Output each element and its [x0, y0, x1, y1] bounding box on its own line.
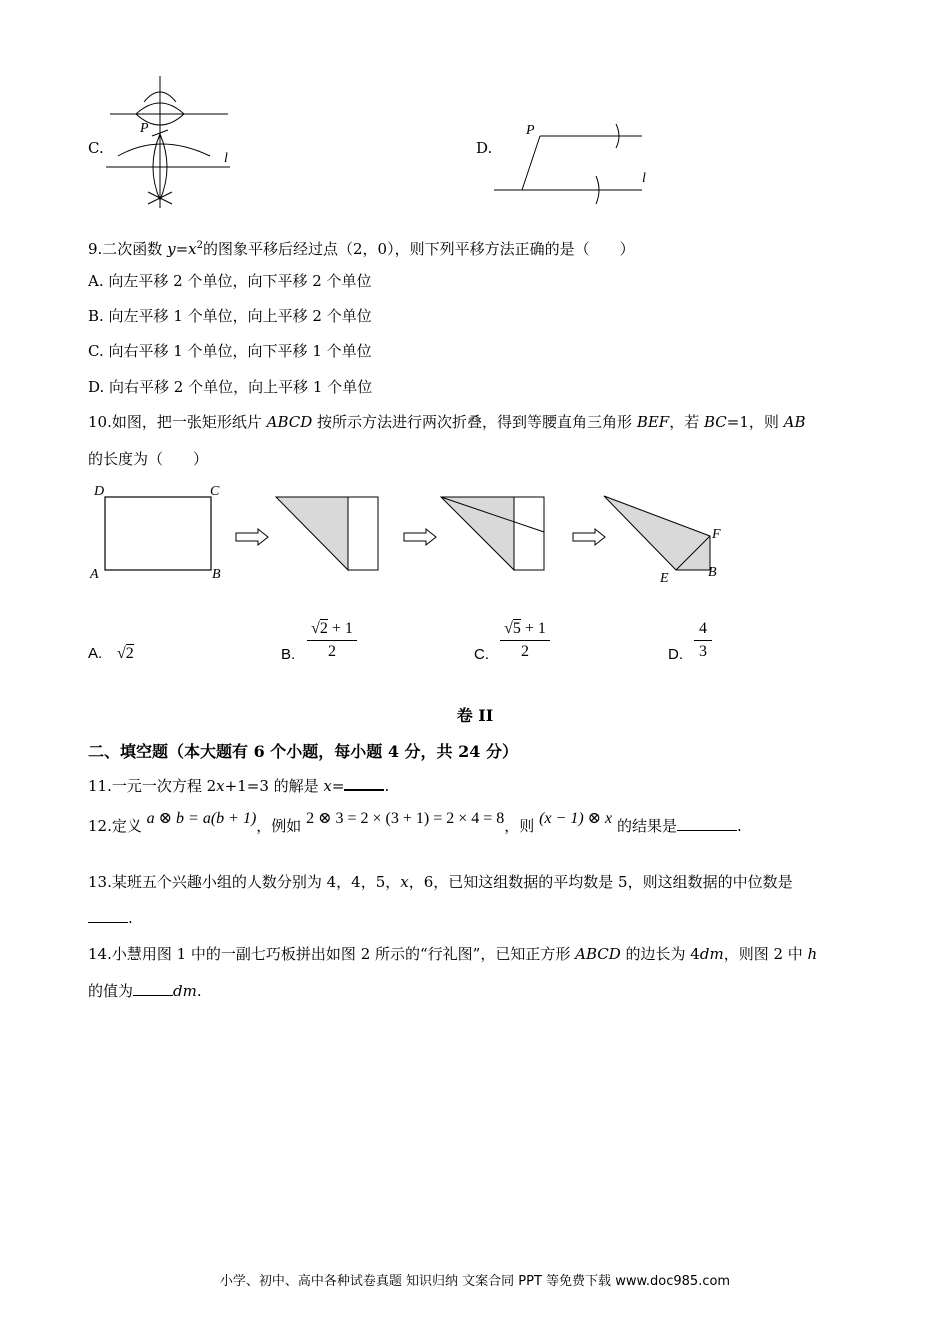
final-shape — [604, 496, 710, 570]
footer-text: 小学、初中、高中各种试卷真题 知识归纳 文案合同 PPT 等免费下载 www.doc985.com — [219, 1274, 731, 1289]
q14-answer-blank[interactable] — [133, 995, 173, 996]
q13-answer-blank[interactable] — [88, 922, 128, 923]
arrow-icon — [573, 529, 605, 545]
q11-answer-blank[interactable] — [344, 789, 384, 791]
q11: 11.一元一次方程 2x+1=3 的解是 x= . — [88, 777, 390, 795]
label-b-final: B — [708, 565, 717, 580]
q9-option-b: B. 向左平移 1 个单位，向上平移 2 个单位 — [88, 307, 372, 325]
fold-strip-1 — [348, 497, 378, 570]
label-a: A — [90, 567, 99, 582]
rectangle-abcd — [105, 497, 211, 570]
q10-stem-line2: 的长度为（ ） — [88, 450, 209, 468]
q14-line1: 14.小慧用图 1 中的一副七巧板拼出如图 2 所示的“行礼图”，已知正方形 ABCD 的边长为 4dm，则图 2 中 h — [88, 945, 818, 963]
label-c: C — [210, 484, 220, 499]
q12-answer-blank[interactable] — [677, 830, 737, 831]
q8-figure-c — [100, 72, 240, 212]
q8-d-label-p: P — [526, 123, 535, 138]
label-d: D — [94, 484, 105, 499]
q9-option-d: D. 向右平移 2 个单位，向上平移 1 个单位 — [88, 378, 373, 396]
fold-strip-2 — [514, 497, 544, 570]
q8-c-label-l: l — [224, 151, 228, 166]
q8-figure-d — [490, 118, 660, 210]
arrow-icon — [236, 529, 268, 545]
q13-line1: 13.某班五个兴趣小组的人数分别为 4，4，5，x，6，已知这组数据的平均数是 5，则这组数据的中位数是 — [88, 873, 793, 891]
q10-option-a: A. √2 — [88, 645, 134, 662]
q8-d-label-l: l — [642, 171, 646, 186]
fold-triangle-1 — [276, 497, 348, 570]
q10-folding-figure — [86, 478, 736, 590]
label-f: F — [712, 527, 721, 542]
fold-triangle-2 — [441, 497, 514, 570]
volume-title: 卷 II — [456, 706, 494, 725]
q14-line2: 的值为 dm. — [88, 982, 202, 1000]
arrow-icon — [404, 529, 436, 545]
q10-stem-line1: 10.如图，把一张矩形纸片 ABCD 按所示方法进行两次折叠，得到等腰直角三角形 BEF，若 BC=1，则 AB — [88, 413, 806, 431]
q13-line2: . — [88, 908, 133, 928]
q9-stem: 9.二次函数 $y=x^2$的图象平移后经过点（2，0），则下列平移方法正确的是（ ） — [88, 240, 635, 258]
q9-option-a: A. 向左平移 2 个单位，向下平移 2 个单位 — [88, 272, 372, 290]
label-e: E — [660, 571, 669, 586]
q8-option-c-label: C. — [88, 139, 104, 157]
label-b: B — [212, 567, 221, 582]
section-heading: 二、填空题（本大题有 6 个小题，每小题 4 分，共 24 分） — [88, 742, 518, 761]
q8-option-d-label: D. — [476, 139, 493, 157]
q12: 12.定义 a ⊗ b = a(b + 1)，例如 2 ⊗ 3 = 2 × (3 + 1) = 2 × 4 = 8，则 (x − 1) ⊗ x 的结果是 . — [88, 810, 742, 835]
q9-option-c: C. 向右平移 1 个单位，向下平移 1 个单位 — [88, 342, 372, 360]
q8-c-label-p: P — [140, 121, 149, 136]
